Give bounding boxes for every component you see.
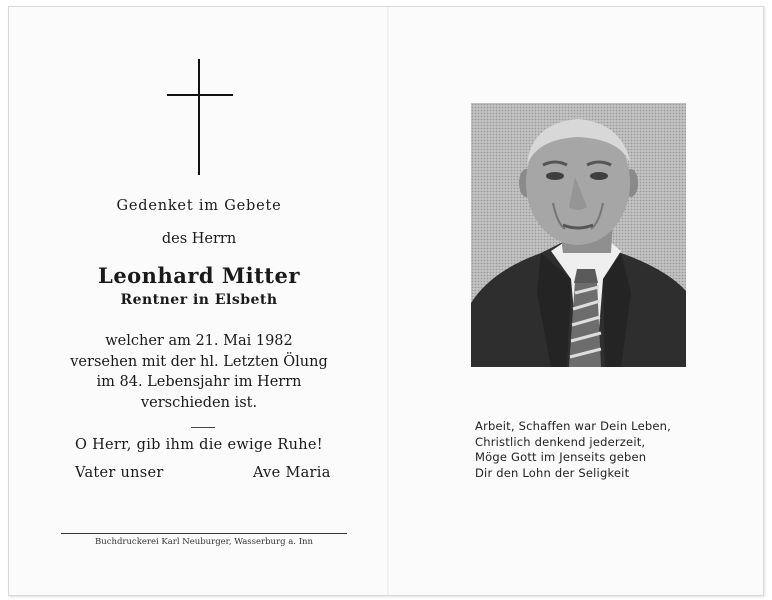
prayer-vater-unser: Vater unser [75, 465, 164, 481]
notice-line: im 84. Lebensjahr im Herrn [96, 374, 302, 390]
intro-line-2: des Herrn [161, 231, 237, 247]
prayer-ave-maria: Ave Maria [253, 465, 331, 481]
memorial-card [8, 6, 764, 596]
deceased-occupation: Rentner in Elsbeth [120, 292, 278, 308]
prayer-line: O Herr, gib ihm die ewige Ruhe! [75, 437, 323, 453]
memorial-poem [475, 419, 671, 481]
portrait-image [471, 103, 686, 367]
poem-line: Christlich denkend jederzeit, [475, 434, 646, 449]
cross-icon [167, 59, 233, 179]
divider [191, 427, 215, 428]
poem-line: Arbeit, Schaffen war Dein Leben, [475, 419, 671, 433]
poem-line: Möge Gott im Jenseits geben [475, 450, 647, 465]
notice-line: verschieden ist. [140, 394, 258, 411]
portrait-photo [471, 103, 686, 367]
deceased-name: Leonhard Mitter [98, 263, 300, 288]
notice-line: welcher am 21. Mai 1982 [105, 333, 293, 349]
notice-line: versehen mit der hl. Letzten Ölung [70, 353, 328, 370]
printer-divider [61, 533, 347, 534]
printer-imprint: Buchdruckerei Karl Neuburger, Wasserburg a. Inn [95, 537, 313, 547]
right-panel [387, 7, 763, 595]
intro-line: Gedenket im Gebete [116, 198, 282, 214]
left-panel [9, 7, 387, 595]
poem-line: Dir den Lohn der Seligkeit [475, 465, 630, 480]
death-notice-text [49, 331, 349, 413]
